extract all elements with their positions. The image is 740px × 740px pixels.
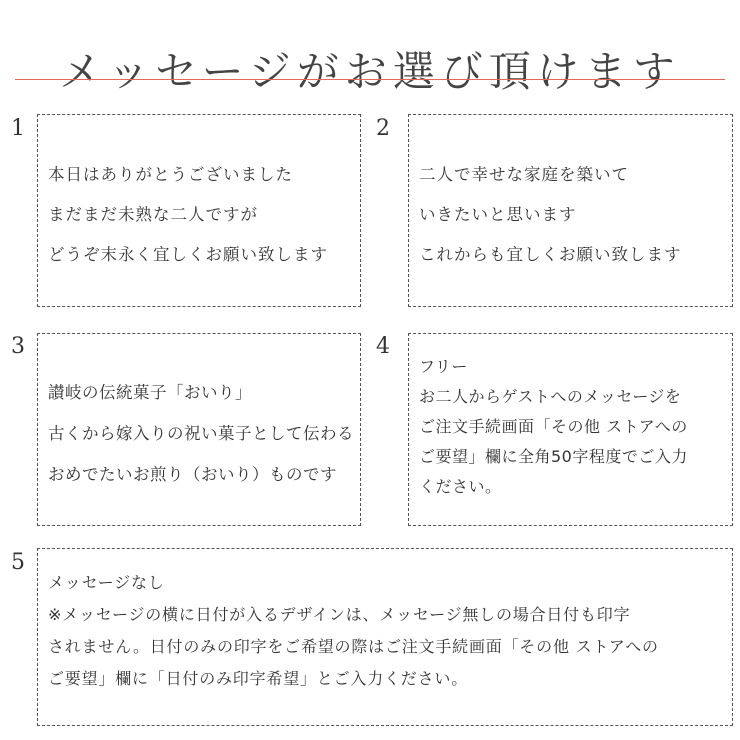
message-line: 讃岐の伝統菓子「おいり」 [48, 383, 252, 402]
option-number: 4 [376, 334, 390, 359]
message-text [48, 372, 354, 495]
message-line: お二人からゲストへのメッセージを [419, 387, 682, 406]
message-line: ください。 [419, 477, 502, 496]
message-line: ※メッセージの横に日付が入るデザインは、メッセージ無しの場合日付も印字 [48, 605, 631, 624]
message-line: 本日はありがとうございました [48, 165, 293, 184]
message-text [419, 155, 682, 275]
message-line: いきたいと思います [419, 205, 577, 224]
message-line: メッセージなし [48, 573, 165, 592]
message-text [48, 567, 659, 695]
message-line: これからも宜しくお願い致します [419, 245, 682, 264]
message-option-4 [408, 333, 733, 526]
option-number: 2 [376, 116, 390, 141]
message-option-5 [37, 548, 733, 726]
message-line: 古くから嫁入りの祝い菓子として伝わる [48, 424, 354, 443]
title-divider [15, 79, 725, 80]
message-line: フリー [419, 357, 468, 376]
message-line: まだまだ未熟な二人ですが [48, 205, 258, 224]
message-option-1 [37, 114, 361, 307]
message-line: おめでたいお煎り（おいり）ものです [48, 465, 337, 484]
message-line: されません。日付のみの印字をご希望の際はご注文手続画面「その他 ストアへの [48, 637, 659, 656]
message-text [419, 352, 688, 502]
message-line: 二人で幸せな家庭を築いて [419, 165, 629, 184]
option-number: 1 [11, 116, 25, 141]
message-line: ご要望」欄に「日付のみ印字希望」とご入力ください。 [48, 669, 469, 688]
message-option-3 [37, 333, 361, 526]
message-line: ご要望」欄に全角50字程度でご入力 [419, 447, 688, 466]
option-number: 3 [11, 334, 25, 359]
page-title: メッセージがお選び頂けます [59, 47, 681, 97]
option-number: 5 [11, 550, 25, 575]
message-text [48, 155, 328, 275]
message-line: どうぞ末永く宜しくお願い致します [48, 245, 328, 264]
message-option-2 [408, 114, 733, 307]
message-line: ご注文手続画面「その他 ストアへの [419, 417, 688, 436]
